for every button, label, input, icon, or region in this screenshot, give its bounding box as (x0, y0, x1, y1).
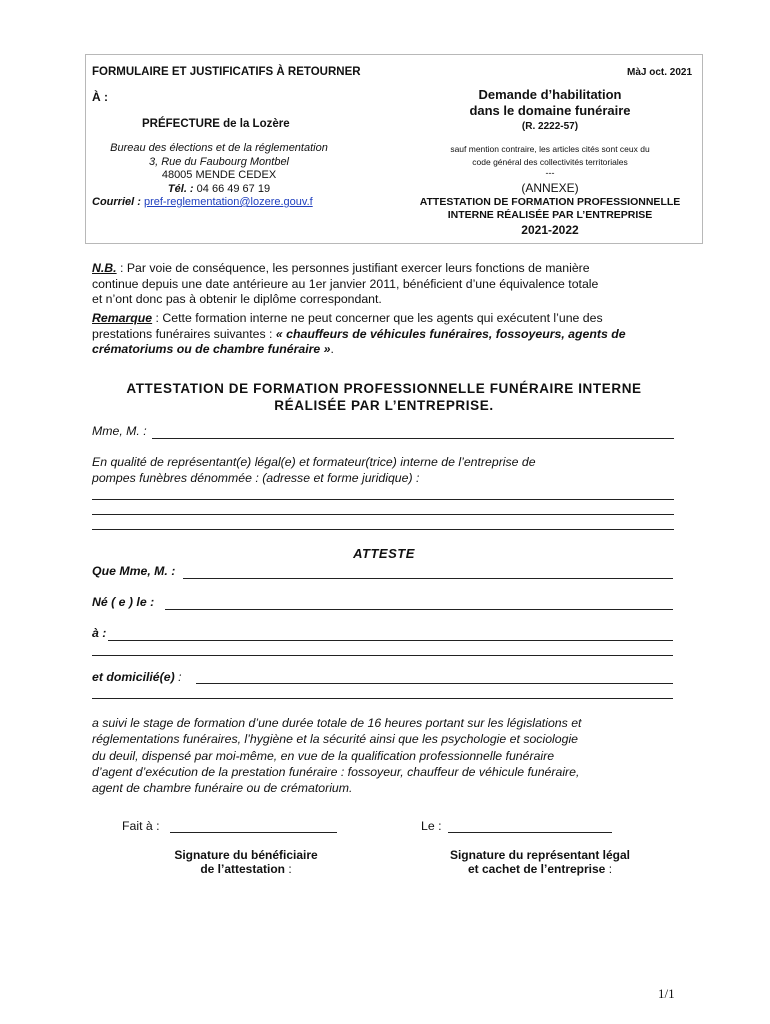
annex-title-line-2: INTERNE RÉALISÉE PAR L’ENTREPRISE (447, 209, 653, 221)
domicile-label (92, 670, 182, 684)
a-label (92, 626, 106, 640)
note-line-2: code général des collectivités territoriales (472, 157, 628, 167)
ne-label (92, 595, 154, 609)
company-field-line-2[interactable] (92, 514, 674, 515)
note-line-1: sauf mention contraire, les articles cités sont ceux du (450, 144, 650, 154)
que-label-text: Que Mme, M. (92, 564, 168, 578)
remark-line-3-bold: crématoriums ou de chambre funéraire » (92, 342, 331, 356)
rep-line-1: En qualité de représentant(e) légal(e) et formateur(trice) interne de l’entreprise de (92, 455, 536, 469)
domicile-field-line-1[interactable] (196, 683, 673, 684)
representative-colon: : (605, 862, 613, 876)
representative-line-1: Signature du représentant légal (449, 848, 631, 862)
representative-signature-label (430, 848, 650, 876)
statement-line-4: d’agent d’exécution de la prestation funéraire : fossoyeur, chauffeur de véhicule funéraire, (92, 764, 580, 779)
mme-label: Mme, M. : (92, 424, 147, 438)
request-title-line-2: dans le domaine funéraire (469, 103, 631, 118)
request-title-line-1: Demande d’habilitation (478, 87, 622, 102)
remark-line-2-bold: « chauffeurs de véhicules funéraires, fossoyeurs, agents de (275, 326, 626, 341)
ne-label-text: Né ( e ) le (92, 595, 147, 609)
recipient: PRÉFECTURE de la Lozère (142, 118, 290, 130)
que-label-colon: : (167, 564, 176, 578)
atteste-heading: ATTESTE (353, 546, 415, 561)
remark-line-3-end: . (330, 342, 334, 356)
rep-line-2: pompes funèbres dénommée : (adresse et forme juridique) : (92, 470, 420, 485)
place-field[interactable] (170, 832, 337, 833)
main-title-line-1: ATTESTATION DE FORMATION PROFESSIONNELLE FUNÉRAIRE INTERNE (126, 381, 642, 396)
beneficiary-signature-label (146, 848, 346, 876)
beneficiary-line-2: de l’attestation (200, 862, 285, 876)
update-date: MàJ oct. 2021 (627, 67, 693, 78)
annex-title-line-1: ATTESTATION DE FORMATION PROFESSIONNELLE (419, 196, 681, 208)
nb-label: N.B. (92, 261, 117, 275)
mme-field[interactable] (152, 438, 674, 439)
reference: (R. 2222-57) (521, 121, 579, 132)
representative-paragraph (92, 455, 676, 486)
remark-label: Remarque (92, 311, 153, 325)
a-label-colon: : (98, 626, 107, 640)
form-title: FORMULAIRE ET JUSTIFICATIFS À RETOURNER (92, 66, 361, 78)
trainee-name-field[interactable] (183, 578, 673, 579)
statement-paragraph (92, 715, 676, 796)
domicile-label-colon: : (174, 670, 182, 684)
nb-line-3: et n’ont donc pas à obtenir le diplôme correspondant. (92, 292, 382, 306)
ne-label-colon: : (146, 595, 155, 609)
remark-paragraph (92, 311, 676, 358)
domicile-field-line-2[interactable] (92, 698, 673, 699)
nb-line-2: continue depuis une date antérieure au 1er janvier 2011, bénéficient d’une équivalence totale (92, 276, 599, 291)
office-line-1: Bureau des élections et de la réglementation (110, 142, 328, 154)
beneficiary-line-1: Signature du bénéficiaire (174, 848, 318, 862)
page-number: 1/1 (658, 986, 675, 1001)
email-label: Courriel : (92, 196, 141, 208)
statement-line-1: a suivi le stage de formation d’une durée totale de 16 heures portant sur les législations et (92, 716, 582, 730)
phone-value: 04 66 49 67 19 (196, 183, 271, 195)
statement-line-5: agent de chambre funéraire ou de crématorium. (92, 781, 353, 796)
nb-line-1: : Par voie de conséquence, les personnes justifiant exercer leurs fonctions de manière (116, 261, 590, 275)
date-label: Le : (421, 819, 442, 833)
main-title-line-2: RÉALISÉE PAR L’ENTREPRISE. (274, 398, 494, 413)
years: 2021-2022 (521, 223, 579, 237)
beneficiary-colon: : (285, 862, 292, 876)
to-label: À : (92, 90, 108, 104)
office-phone (92, 183, 346, 195)
office-email (92, 196, 313, 208)
a-label-text: à (92, 626, 99, 640)
remark-line-2-start: prestations funéraires suivantes : (92, 326, 276, 341)
office-line-2: 3, Rue du Faubourg Montbel (148, 156, 290, 168)
place-label: Fait à : (122, 819, 160, 833)
dash: --- (545, 168, 555, 178)
main-title (92, 380, 676, 414)
que-label (92, 564, 175, 578)
birth-place-field-line-2[interactable] (92, 655, 673, 656)
office-line-3: 48005 MENDE CEDEX (161, 169, 277, 181)
annex: (ANNEXE) (521, 181, 579, 195)
company-field-line-3[interactable] (92, 529, 674, 530)
company-field-line-1[interactable] (92, 499, 674, 500)
phone-label: Tél. : (167, 183, 194, 195)
email-link[interactable]: pref-reglementation@lozere.gouv.f (143, 196, 313, 208)
remark-line-1: : Cette formation interne ne peut concerner que les agents qui exécutent l’une des (152, 311, 603, 325)
date-field[interactable] (448, 832, 612, 833)
birth-place-field-line-1[interactable] (108, 640, 673, 641)
domicile-label-text: et domicilié(e) (92, 670, 175, 684)
statement-line-3: du deuil, dispensé par moi-même, en vue de la qualification professionnelle funéraire (92, 748, 555, 763)
nb-paragraph (92, 261, 676, 308)
representative-line-2: et cachet de l’entreprise (467, 862, 606, 876)
statement-line-2: réglementations funéraires, l’hygiène et la sécurité ainsi que les psychologie et sociologie (92, 732, 579, 747)
birth-date-field[interactable] (165, 609, 673, 610)
